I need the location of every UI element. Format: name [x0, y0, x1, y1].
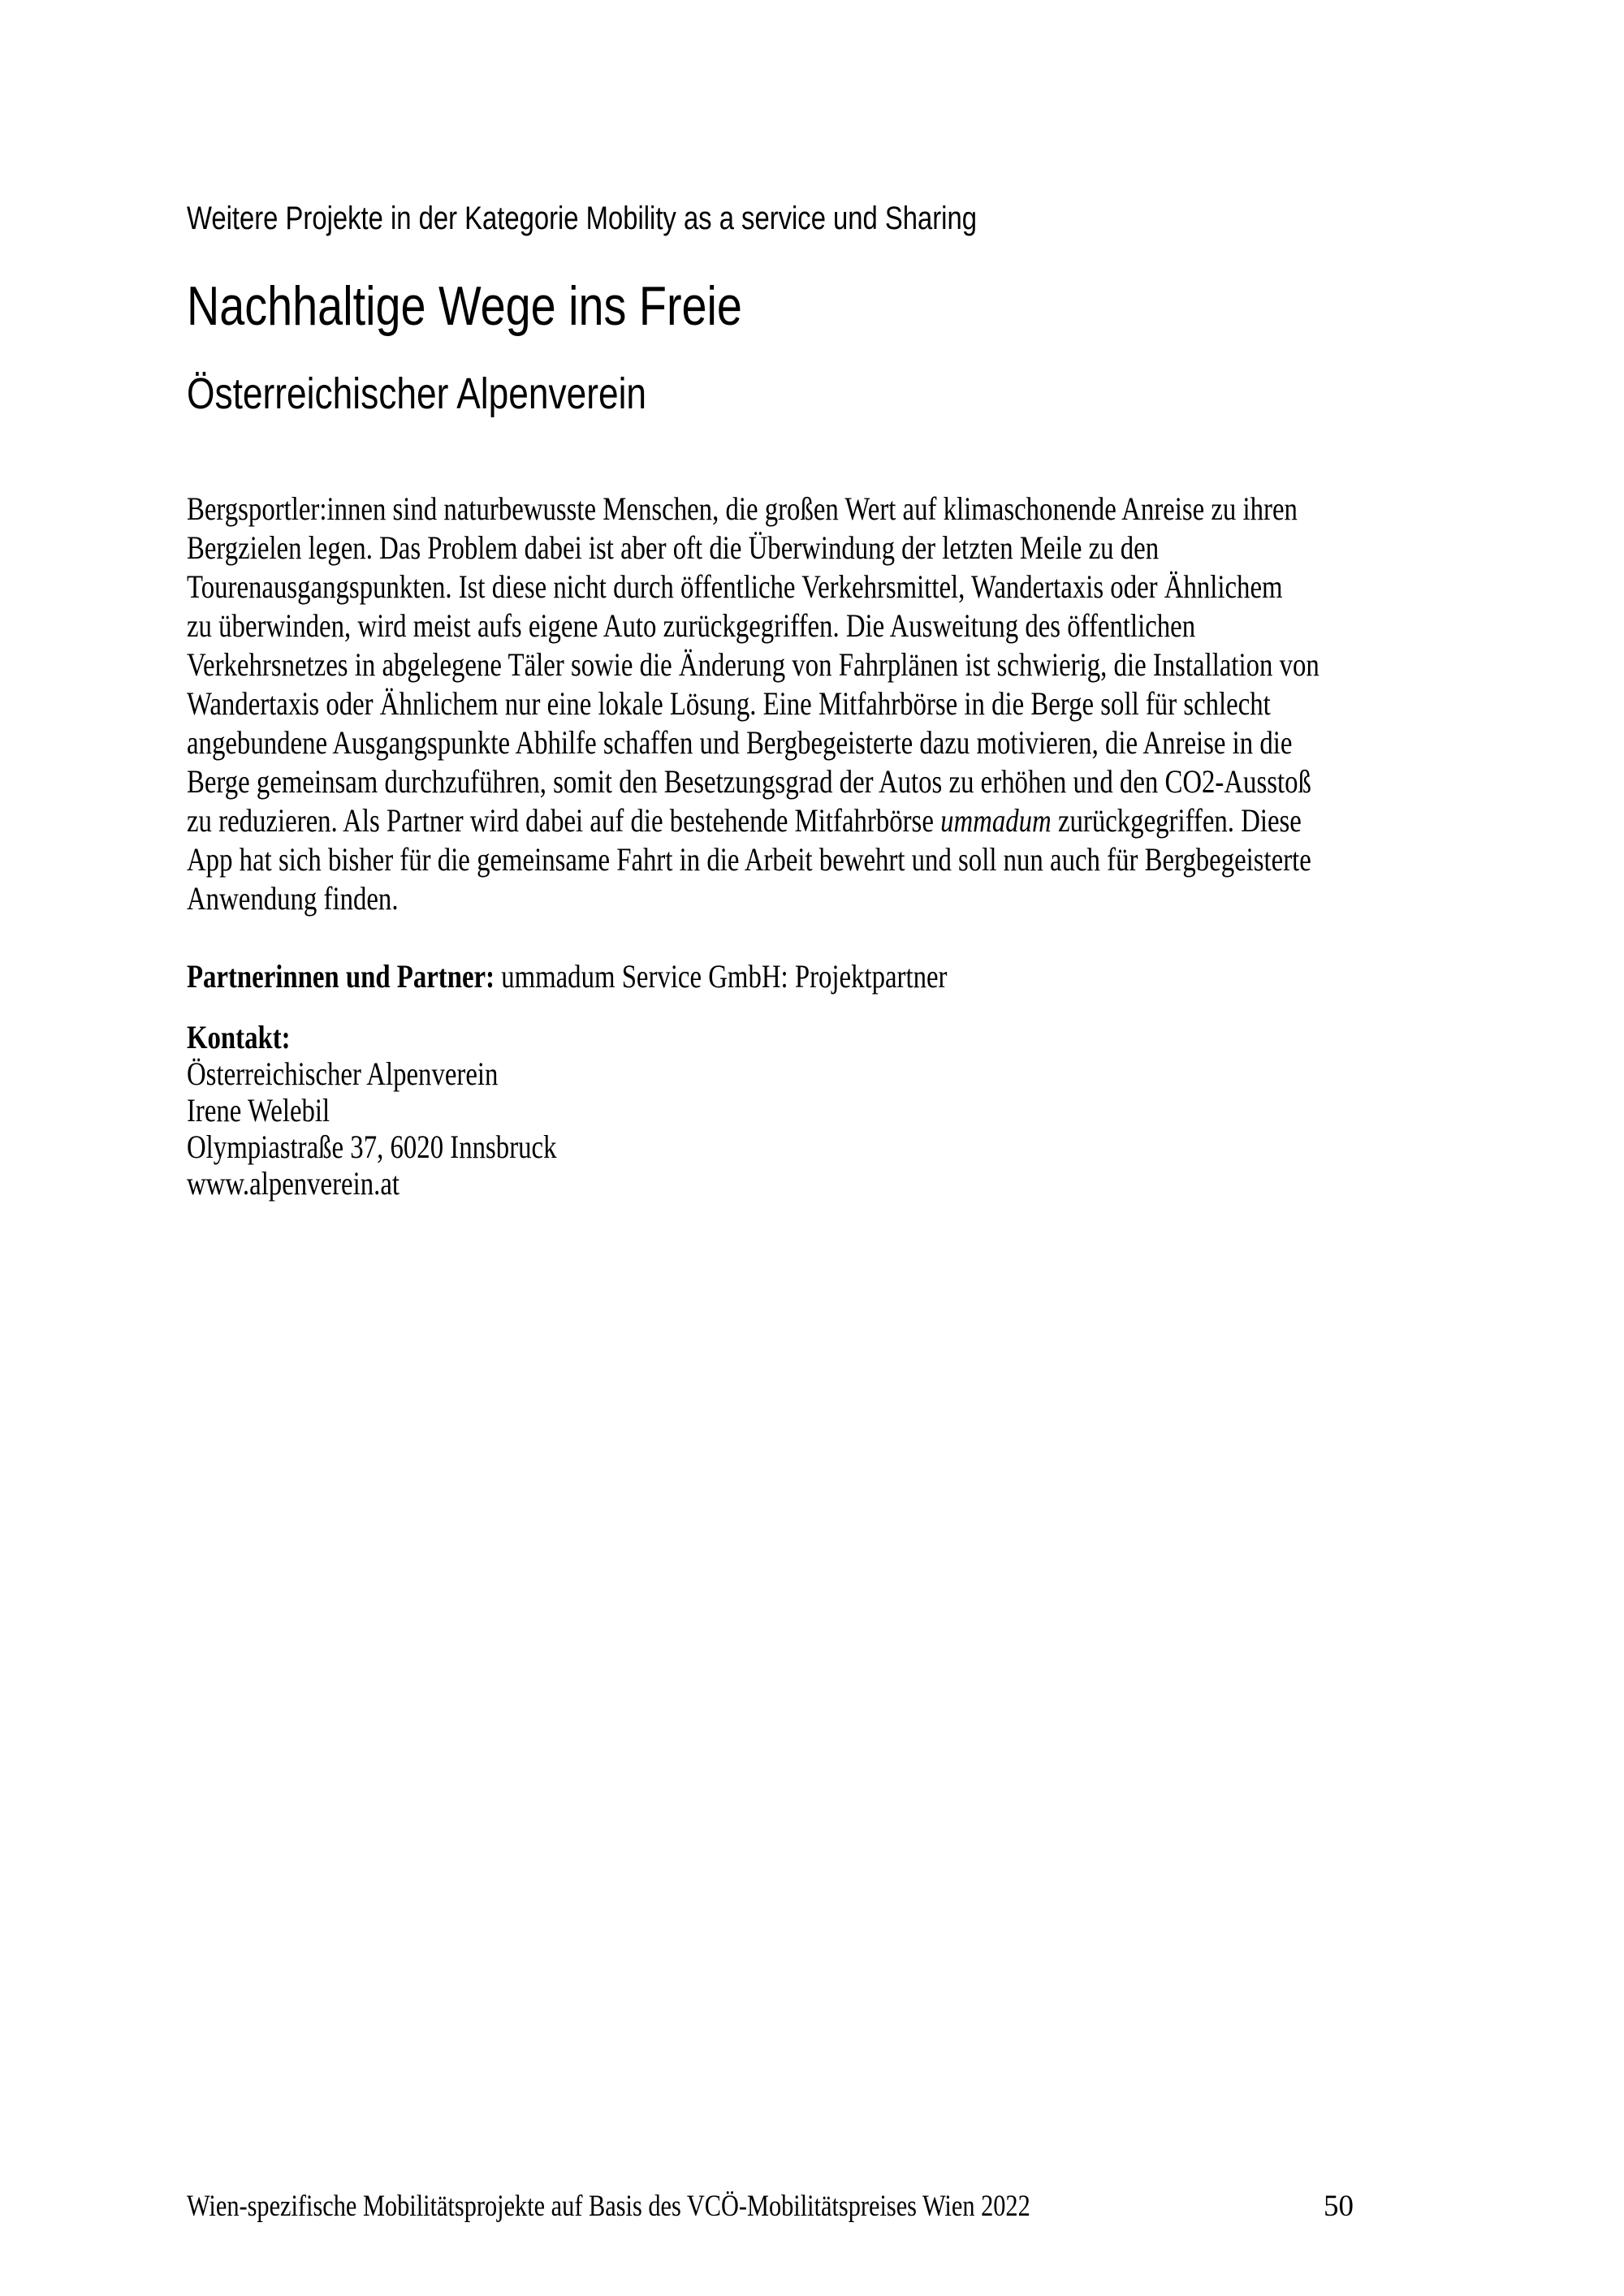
- body-paragraph: [187, 490, 1568, 918]
- kontakt-label: Kontakt:: [187, 1019, 291, 1055]
- article-title: [187, 276, 864, 336]
- body-line: Anwendung finden.: [187, 880, 399, 917]
- article-title-text: Nachhaltige Wege ins Freie: [187, 275, 742, 337]
- partner-value: ummadum Service GmbH: Projektpartner: [494, 958, 948, 995]
- body-line: angebundene Ausgangspunkte Abhilfe schaffen und Bergbegeisterte dazu motivieren, die Anreise in die: [187, 724, 1293, 761]
- body-line: Verkehrsnetzes in abgelegene Täler sowie die Änderung von Fahrplänen ist schwierig, die Installation von: [187, 646, 1320, 683]
- page-number: 50: [1324, 2190, 1354, 2223]
- partner-label: Partnerinnen und Partner:: [187, 958, 495, 995]
- article-subtitle-text: Österreichischer Alpenverein: [187, 369, 647, 418]
- kontakt-section: [187, 1019, 637, 1202]
- body-line-post: zurückgegriffen. Diese: [1051, 802, 1302, 839]
- body-line: zu überwinden, wird meist aufs eigene Auto zurückgegriffen. Die Ausweitung des öffentlichen: [187, 607, 1196, 644]
- section-kicker: [187, 200, 1151, 237]
- section-kicker-text: Weitere Projekte in der Kategorie Mobility as a service und Sharing: [187, 201, 977, 236]
- body-line: [187, 801, 1320, 840]
- body-line: Tourenausgangspunkten. Ist diese nicht durch öffentliche Verkehrsmittel, Wandertaxis oder Ähnlichem: [187, 568, 1283, 605]
- kontakt-organization: Österreichischer Alpenverein: [187, 1055, 499, 1092]
- kontakt-address: Olympiastraße 37, 6020 Innsbruck: [187, 1129, 557, 1165]
- kontakt-person: Irene Welebil: [187, 1092, 330, 1129]
- body-line: App hat sich bisher für die gemeinsame Fahrt in die Arbeit bewehrt und soll nun auch für Bergbegeisterte: [187, 841, 1311, 878]
- article-subtitle: [187, 369, 747, 418]
- body-line-pre: zu reduzieren. Als Partner wird dabei auf die bestehende Mitfahrbörse: [187, 802, 941, 839]
- kontakt-website-link[interactable]: www.alpenverein.at: [187, 1165, 400, 1202]
- footer-text-inner: Wien-spezifische Mobilitätsprojekte auf Basis des VCÖ-Mobilitätspreises Wien 2022: [187, 2190, 1030, 2223]
- body-line: Wandertaxis oder Ähnlichem nur eine lokale Lösung. Eine Mitfahrbörse in die Berge soll für schlecht: [187, 685, 1271, 722]
- body-line: Berge gemeinsam durchzuführen, somit den Besetzungsgrad der Autos zu erhöhen und den CO2-Ausstoß: [187, 763, 1311, 800]
- footer-text: [187, 2190, 1216, 2224]
- body-line: Bergzielen legen. Das Problem dabei ist aber oft die Überwindung der letzten Meile zu den: [187, 529, 1160, 566]
- partner-section: [187, 957, 1114, 996]
- app-name-italic: ummadum: [940, 802, 1052, 839]
- body-line: Bergsportler:innen sind naturbewusste Menschen, die großen Wert auf klimaschonende Anreise zu ihren: [187, 490, 1298, 527]
